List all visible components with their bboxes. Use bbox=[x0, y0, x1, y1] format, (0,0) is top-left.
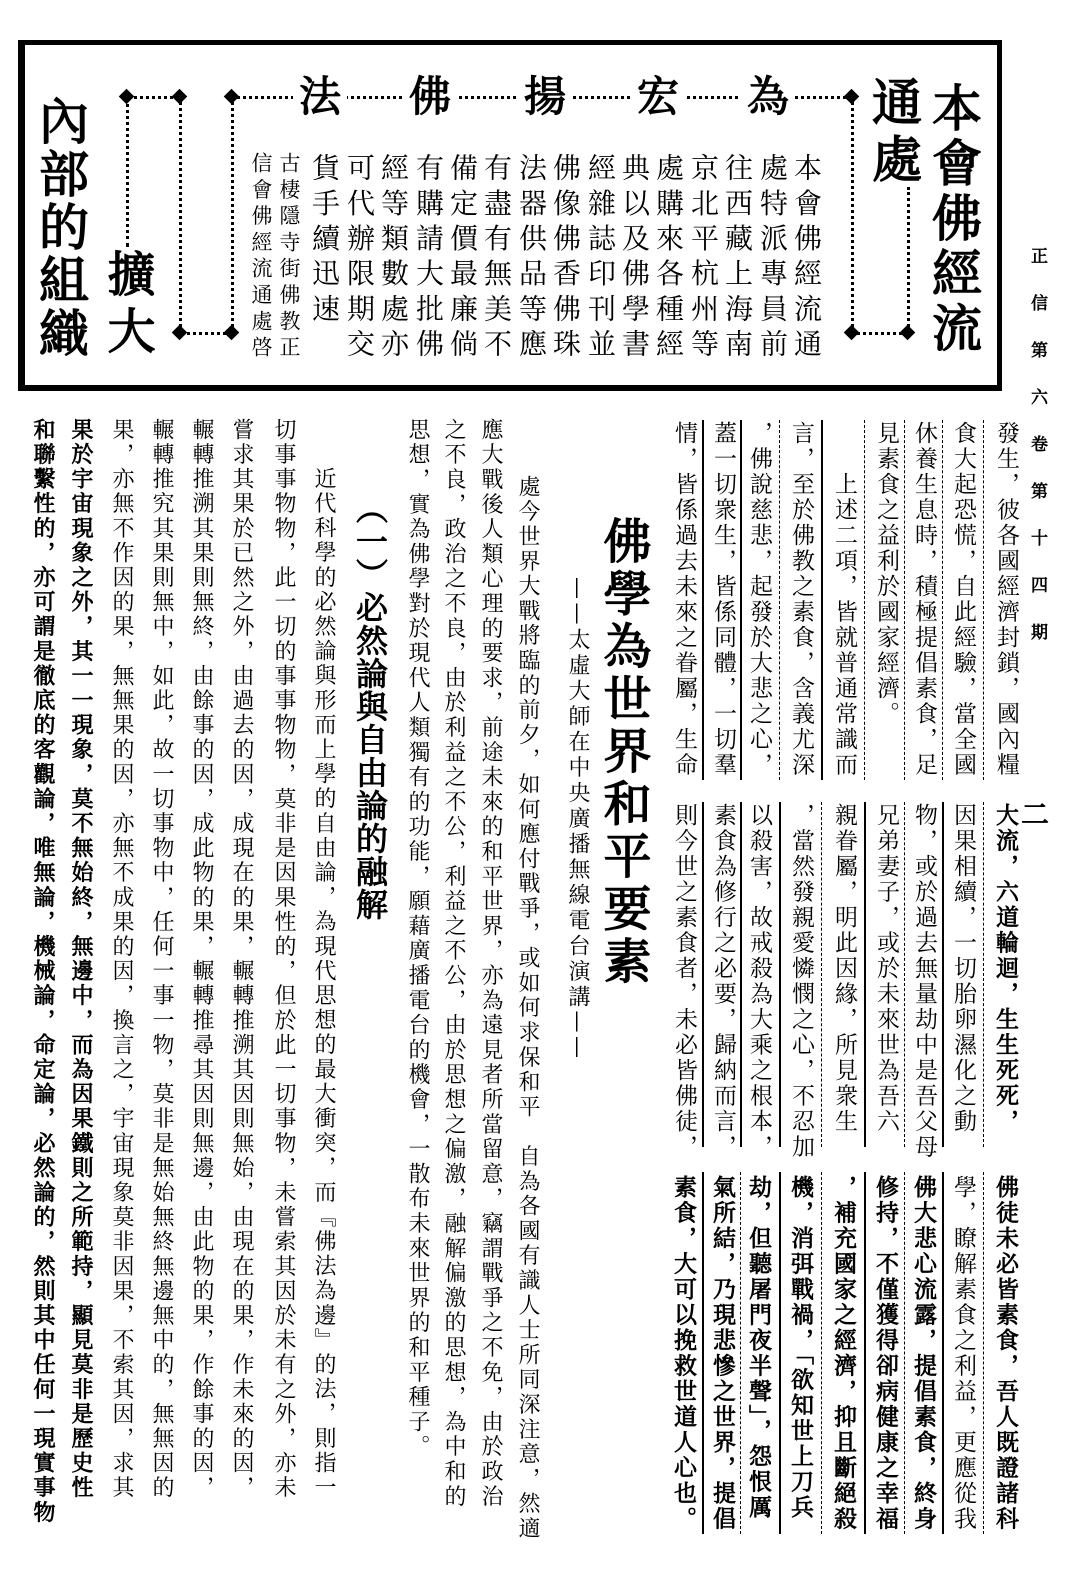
ad-title-right-line1: 本會佛經流 bbox=[924, 82, 983, 357]
column-rule bbox=[740, 420, 742, 780]
section-heading: （一）必然論與自由論的融解 bbox=[351, 492, 389, 921]
body-column: 輾轉推究其果則無中，如此，故一切事物中，任何一事一物，莫非是無始無終無邊無中的，無無因的 bbox=[149, 418, 174, 1501]
column-rule bbox=[740, 1172, 741, 1534]
body-column: 輾轉推溯其果則無終，由餘事的因，成此物的果，輾轉推尋其因則無邊，由此物的果，作餘事的因， bbox=[189, 418, 214, 1501]
slogan-char: 揚 bbox=[518, 76, 572, 118]
column-rule bbox=[864, 1172, 866, 1534]
ad-body-column: 佛像佛香佛珠 bbox=[549, 153, 582, 365]
column-rule bbox=[904, 802, 905, 1147]
ad-title-left-line1: 擴大 bbox=[99, 249, 155, 363]
column-rule bbox=[864, 420, 865, 780]
dotted-rule bbox=[907, 187, 910, 333]
column-rule bbox=[983, 420, 984, 780]
intro-column: 思想，實為佛學對於現代人類獨有的功能，願藉廣播電台的機會，一散布未來世界的和平種子。 bbox=[405, 418, 430, 1460]
article-byline: ——太虛大師在中央廣播無線電台演講—— bbox=[565, 577, 590, 1062]
ad-body-column: 本會佛經流通 bbox=[790, 153, 823, 365]
text-column: 親眷屬，明此因緣，所見衆生 bbox=[831, 803, 857, 1135]
ad-body-column: 法器供品等應 bbox=[515, 153, 548, 365]
text-column: 大流，六道輪迴，生生死死， bbox=[992, 803, 1019, 1135]
column-rule bbox=[904, 1172, 905, 1534]
column-rule bbox=[702, 1172, 704, 1534]
ad-body-column: 可代辦限期交 bbox=[343, 153, 376, 365]
text-column: 休養生息時，積極提倡素食，足 bbox=[911, 421, 937, 778]
text-column: 以殺害，故戒殺為大乘之根本， bbox=[746, 803, 772, 1160]
running-title: 正信第六卷第十四期 bbox=[1027, 247, 1047, 670]
text-column: 因果相續，一切胎卵濕化之動 bbox=[950, 803, 976, 1135]
slogan-char: 宏 bbox=[631, 76, 685, 118]
text-column: 素食為修行之必要，歸納而言， bbox=[710, 803, 736, 1160]
ad-body-column: 有購請大批佛 bbox=[412, 153, 445, 365]
dotted-rule bbox=[126, 97, 129, 247]
text-column: 佛徒未必皆素食，吾人既證諸科 bbox=[992, 1175, 1019, 1532]
ad-title-right-line2: 通處 bbox=[864, 76, 923, 190]
dotted-rule bbox=[179, 97, 182, 333]
dotted-rule bbox=[231, 97, 234, 333]
ad-body-column: 經雜誌印刊並 bbox=[584, 153, 617, 365]
slogan-char: 法 bbox=[293, 76, 347, 118]
text-column: 機，消弭戰禍，「欲知世上刀兵 bbox=[787, 1175, 814, 1521]
text-column: ，當然發親愛憐憫之心，不忍加 bbox=[788, 803, 814, 1160]
slogan-char: 為 bbox=[741, 76, 795, 118]
ad-body-column: 備定價最廉倘 bbox=[446, 153, 479, 365]
ad-title-left-line2: 內部的組織 bbox=[31, 95, 90, 360]
text-column: 素食，大可以挽救世道人心也。 bbox=[670, 1175, 697, 1532]
intro-column: 處今世界大戰將臨的前夕，如何應付戰爭，或如何求保和平 自為各國有識人士所同深注意，然適 bbox=[515, 475, 540, 1542]
text-column: 則今世之素食者，未必皆佛徒， bbox=[671, 803, 697, 1160]
ad-body-column: 經等類數處亦 bbox=[377, 153, 410, 365]
column-rule bbox=[864, 802, 866, 1147]
ad-body-column: 處特派專員前 bbox=[756, 153, 789, 365]
slogan-char: 佛 bbox=[403, 76, 457, 118]
body-column: 近代科學的必然論與形而上學的自由論，為現代思想的最大衝突，而『佛法為邊』的法，則指一 bbox=[311, 467, 336, 1501]
text-column: 物，或於過去無量劫中是吾父母 bbox=[911, 803, 937, 1160]
text-column: ，補充國家之經濟，抑且斷絕殺 bbox=[830, 1175, 857, 1532]
body-column: 和聯繫性的，亦可謂是徹底的客觀論，唯無論，機械論，命定論，必然論的，然則其中任何一現實事物 bbox=[30, 418, 56, 1525]
intro-column: 之不良，政治之不良，由於利益之不公，利益之不公，由於思想之偏激，融解偏激的思想，為中和的 bbox=[441, 418, 466, 1510]
intro-column: 應大戰後人類心理的要求，前途未來的和平世界，亦為遠見者所當留意，竊謂戰爭之不免，由於政治 bbox=[478, 418, 503, 1510]
text-column: 劫，但聽屠門夜半聲」，怨恨厲 bbox=[745, 1175, 772, 1521]
text-column: 言，至於佛教之素食，含義尤深 bbox=[788, 421, 814, 778]
column-rule bbox=[942, 1172, 944, 1534]
ad-body-column: 處購來各種經 bbox=[652, 153, 685, 365]
ad-body-column: 京北平杭州等 bbox=[687, 153, 720, 365]
body-column: 果於宇宙現象之外，其一一現象，莫不無始終，無邊中，而為因果鐵則之所範持，顯見莫非是歷史性 bbox=[68, 418, 94, 1501]
text-column: 蓋一切衆生，皆係同體，一切羣 bbox=[710, 421, 736, 778]
column-rule bbox=[821, 420, 823, 780]
article-title: 佛學為世界和平要素 bbox=[595, 516, 651, 989]
column-rule bbox=[779, 1172, 781, 1534]
column-rule bbox=[779, 802, 781, 1147]
text-column: 發生，彼各國經濟封鎖，國內糧 bbox=[993, 421, 1019, 778]
page-number: 二 bbox=[1021, 798, 1050, 831]
text-column: 見素食之益利於國家經濟。 bbox=[873, 421, 899, 727]
text-column: 上述二項，皆就普通常識而 bbox=[831, 472, 857, 778]
column-rule bbox=[740, 802, 742, 1147]
text-column: 兄弟妻子，或於未來世為吾六 bbox=[873, 803, 899, 1135]
column-rule bbox=[983, 1172, 984, 1534]
ad-body-column: 典以及佛學書 bbox=[618, 153, 651, 365]
text-column: 情，皆係過去未來之眷屬，生命 bbox=[671, 421, 697, 778]
text-column: 食大起恐慌，自此經驗，當全國 bbox=[950, 421, 976, 778]
column-rule bbox=[821, 1172, 822, 1534]
body-column: 切事事物物，此一切的事事物物，莫非是因果性的，但於此一切事物，未嘗索其因於未有之外，亦未 bbox=[271, 418, 296, 1501]
column-rule bbox=[702, 802, 704, 1147]
body-column: 嘗求其果於已然之外，由過去的因，成現在的果，輾轉推溯其因則無始，由現在的果，作未來的因， bbox=[229, 418, 254, 1501]
ad-signature-column: 信會佛經流通處啓 bbox=[249, 152, 273, 363]
text-column: 佛大悲心流露，提倡素食，終身 bbox=[910, 1175, 937, 1532]
text-column: ，佛說慈悲，起發於大悲之心， bbox=[746, 421, 772, 778]
text-column: 修持，不僅獲得卻病健康之幸福 bbox=[872, 1175, 899, 1532]
column-rule bbox=[942, 420, 943, 780]
column-rule bbox=[821, 802, 822, 1147]
column-rule bbox=[702, 420, 704, 780]
body-column: 果，亦無不作因的果，無無果的因，亦無不成果的因，換言之，宇宙現象莫非因果，不索其因，求其 bbox=[109, 418, 134, 1501]
ad-signature-column: 古棲隱寺街佛教正 bbox=[277, 152, 301, 363]
dotted-rule bbox=[851, 97, 854, 333]
ad-body-column: 往西藏上海南 bbox=[721, 153, 754, 365]
ad-body-column: 貨手續迅速 bbox=[308, 153, 341, 329]
ad-body-column: 有盡有無美不 bbox=[480, 153, 513, 365]
column-rule bbox=[942, 802, 944, 1147]
column-rule bbox=[779, 420, 780, 780]
text-column: 氣所結，乃現悲慘之世界，提倡 bbox=[709, 1175, 736, 1532]
text-column: 學，瞭解素食之利益，更應從我 bbox=[950, 1175, 976, 1532]
column-rule bbox=[904, 420, 905, 780]
column-rule bbox=[983, 802, 984, 1147]
